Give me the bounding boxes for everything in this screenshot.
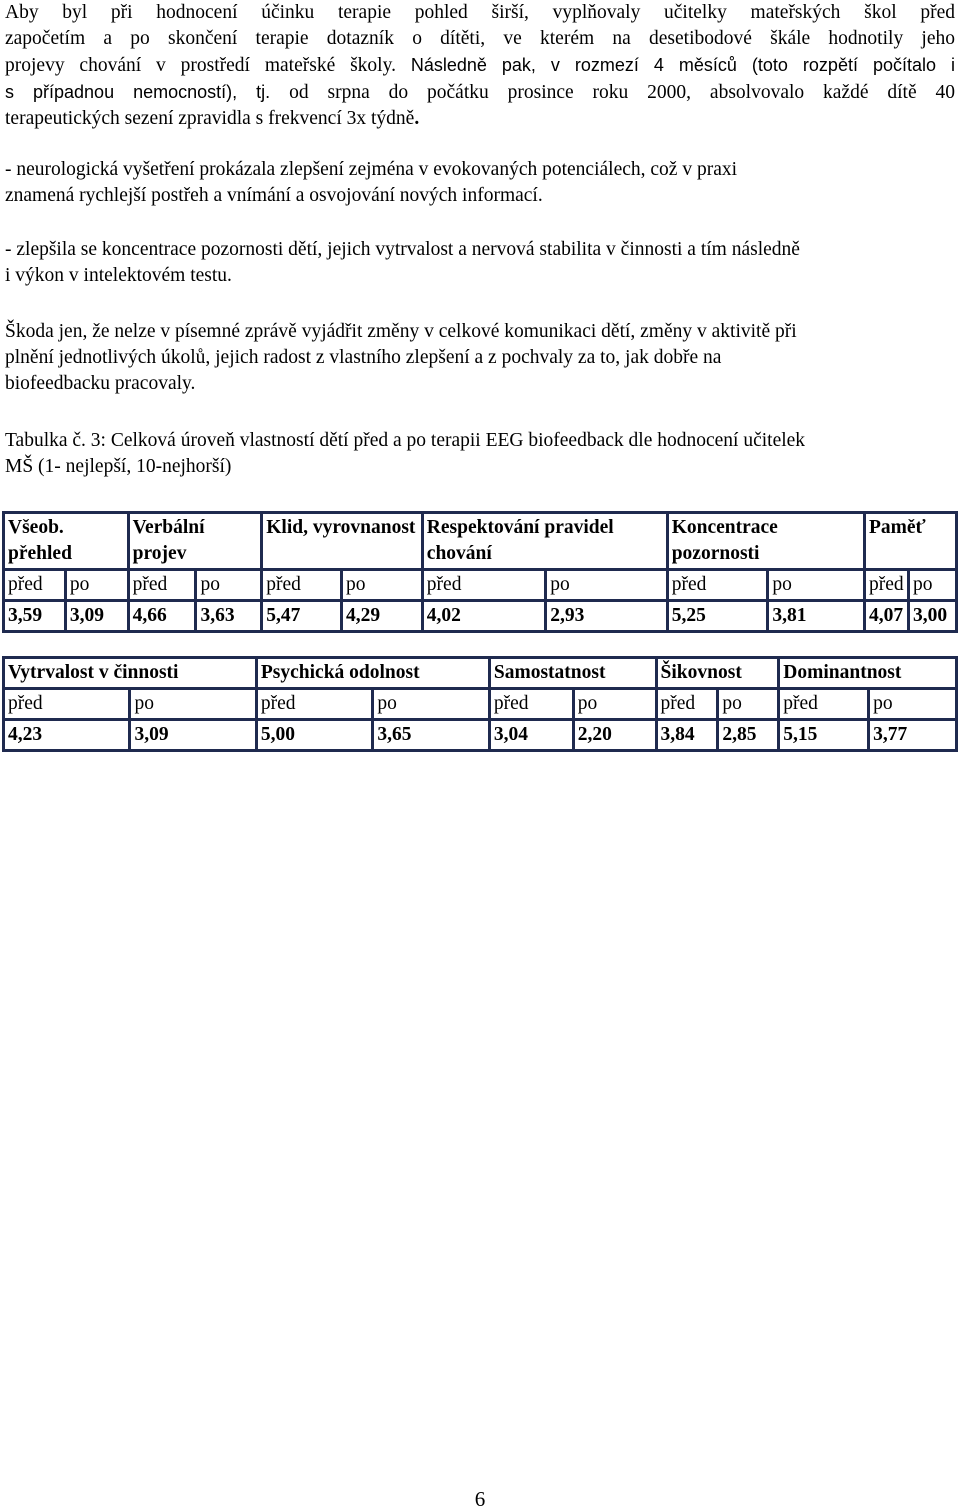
subheader-cell: před <box>4 570 66 601</box>
header-cell: Klid, vyrovnanost <box>262 513 423 570</box>
table-subheader-row <box>4 570 957 601</box>
value-cell: 3,63 <box>196 601 262 632</box>
intro-paragraph <box>5 0 955 132</box>
header-cell: Respektování pravidel chování <box>422 513 667 570</box>
value-cell: 3,77 <box>869 720 957 751</box>
page-number: 6 <box>474 1487 486 1511</box>
bullet-line: znamená rychlejší postřeh a vnímání a osvojování nových informací. <box>5 185 543 206</box>
subheader-cell: před <box>422 570 545 601</box>
value-cell: 3,81 <box>768 601 865 632</box>
table-value-row <box>4 601 957 632</box>
closing-line: biofeedbacku pracovaly. <box>5 373 196 394</box>
subheader-cell: po <box>718 689 779 720</box>
value-cell: 4,29 <box>342 601 423 632</box>
header-cell: Vytrvalost v činnosti <box>4 658 257 689</box>
value-cell: 2,85 <box>718 720 779 751</box>
value-cell: 4,07 <box>864 601 908 632</box>
subheader-cell: před <box>256 689 373 720</box>
intro-line <box>5 106 955 132</box>
intro-text: terapeutických sezení zpravidla s frekvencí 3x týdně <box>5 108 415 129</box>
value-cell: 2,20 <box>573 720 656 751</box>
properties-table-2 <box>2 656 958 752</box>
closing-line: Škoda jen, že nelze v písemné zprávě vyjádřit změny v celkové komunikaci dětí, změny v aktivitě při <box>5 321 797 342</box>
intro-line <box>5 52 955 79</box>
subheader-cell: před <box>779 689 869 720</box>
table-header-row <box>4 513 957 570</box>
subheader-cell: před <box>4 689 130 720</box>
subheader-cell: po <box>869 689 957 720</box>
value-cell: 3,84 <box>656 720 718 751</box>
value-cell: 4,66 <box>128 601 196 632</box>
intro-text-sans: Následně pak, v rozmezí 4 měsíců (toto rozpětí počítalo i <box>410 55 955 75</box>
bullet-line: - zlepšila se koncentrace pozornosti dětí, jejich vytrvalost a nervová stabilita v činnosti a tím následně <box>5 239 800 260</box>
subheader-cell: před <box>262 570 342 601</box>
intro-line: započetím a po skončení terapie dotazník o dítěti, ve kterém na desetibodové škále hodnotily jeho <box>5 28 955 49</box>
header-cell: Dominantnost <box>779 658 957 689</box>
bullet-concentration <box>5 237 955 289</box>
closing-paragraph <box>5 319 955 397</box>
subheader-cell: po <box>573 689 656 720</box>
value-cell: 2,93 <box>546 601 667 632</box>
value-cell: 3,04 <box>489 720 573 751</box>
header-cell: Koncentrace pozornosti <box>667 513 864 570</box>
subheader-cell: po <box>768 570 865 601</box>
value-cell: 5,00 <box>256 720 373 751</box>
value-cell: 5,25 <box>667 601 768 632</box>
intro-line: Aby byl při hodnocení účinku terapie pohled širší, vyplňovaly učitelky mateřských škol před <box>5 2 955 23</box>
header-cell: Psychická odolnost <box>256 658 489 689</box>
subheader-cell: po <box>373 689 490 720</box>
table-caption <box>5 428 955 480</box>
intro-text: projevy chování v prostředí mateřské školy. <box>5 55 411 76</box>
intro-text-bold: . <box>414 108 420 129</box>
subheader-cell: po <box>65 570 128 601</box>
table-value-row <box>4 720 957 751</box>
subheader-cell: před <box>667 570 768 601</box>
caption-line: Tabulka č. 3: Celková úroveň vlastností dětí před a po terapii EEG biofeedback dle hodnocení učitelek <box>5 430 806 451</box>
caption-line: MŠ (1- nejlepší, 10-nejhorší) <box>5 456 232 477</box>
value-cell: 4,23 <box>4 720 130 751</box>
subheader-cell: po <box>908 570 956 601</box>
header-cell: Verbální projev <box>128 513 262 570</box>
value-cell: 5,15 <box>779 720 869 751</box>
value-cell: 4,02 <box>422 601 545 632</box>
value-cell: 3,65 <box>373 720 490 751</box>
bullet-line: - neurologická vyšetření prokázala zlepšení zejména v evokovaných potenciálech, což v praxi <box>5 159 738 180</box>
bullet-neurology <box>5 157 955 209</box>
subheader-cell: po <box>342 570 423 601</box>
intro-text: od srpna do počátku prosince roku 2000, absolvovalo každé dítě 40 <box>289 82 955 103</box>
subheader-cell: po <box>130 689 256 720</box>
value-cell: 3,09 <box>65 601 128 632</box>
properties-table-1 <box>2 511 958 633</box>
subheader-cell: po <box>196 570 262 601</box>
header-cell: Šikovnost <box>656 658 779 689</box>
subheader-cell: před <box>864 570 908 601</box>
table-subheader-row <box>4 689 957 720</box>
subheader-cell: před <box>489 689 573 720</box>
value-cell: 3,09 <box>130 720 256 751</box>
value-cell: 5,47 <box>262 601 342 632</box>
bullet-line: i výkon v intelektovém testu. <box>5 265 232 286</box>
table-header-row <box>4 658 957 689</box>
header-cell: Všeob. přehled <box>4 513 129 570</box>
intro-line <box>5 79 955 106</box>
subheader-cell: před <box>656 689 718 720</box>
header-cell: Paměť <box>864 513 956 570</box>
subheader-cell: po <box>546 570 667 601</box>
value-cell: 3,59 <box>4 601 66 632</box>
subheader-cell: před <box>128 570 196 601</box>
intro-text-sans: s případnou nemocností), tj. <box>5 82 290 102</box>
value-cell: 3,00 <box>908 601 956 632</box>
closing-line: plnění jednotlivých úkolů, jejich radost z vlastního zlepšení a z pochvaly za to, jak dobře na <box>5 347 722 368</box>
header-cell: Samostatnost <box>489 658 656 689</box>
